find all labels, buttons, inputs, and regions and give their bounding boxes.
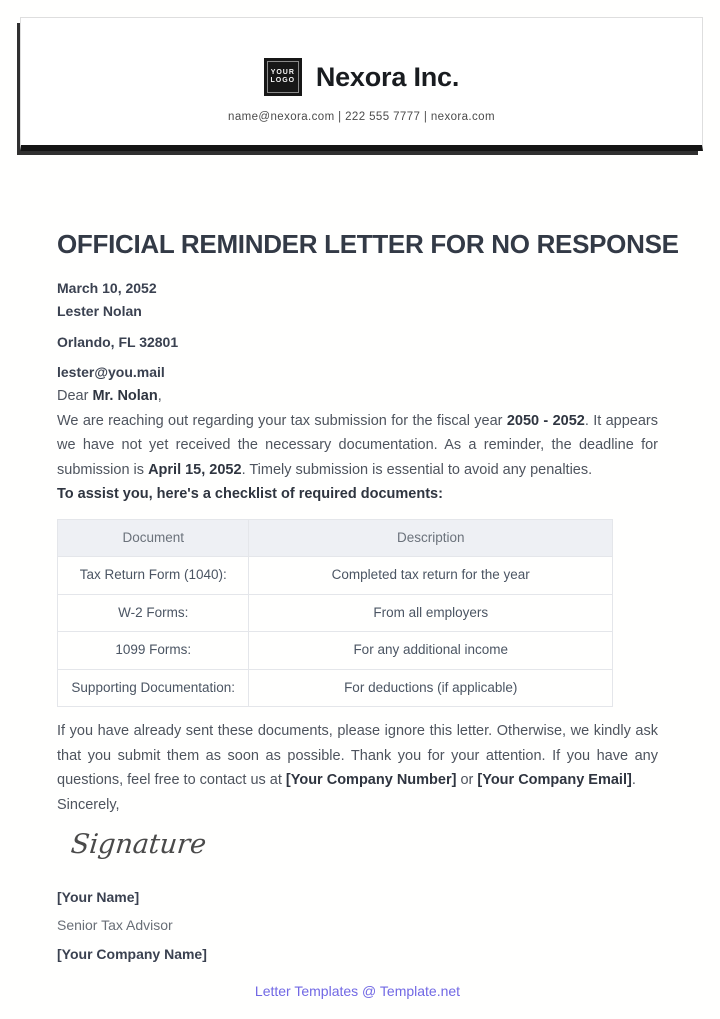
recipient-city: Orlando, FL 32801: [57, 334, 179, 350]
column-header-description: Description: [249, 519, 613, 557]
documents-table: [57, 519, 613, 708]
table-row: [58, 669, 613, 707]
cell-document: 1099 Forms:: [58, 632, 249, 670]
cell-document: W-2 Forms:: [58, 594, 249, 632]
letter-templates-link[interactable]: Letter Templates: [254, 982, 359, 999]
checklist-intro: To assist you, here's a checklist of required documents:: [57, 486, 443, 502]
cell-document: Tax Return Form (1040):: [58, 557, 249, 595]
signature-image: Signature: [69, 829, 208, 860]
salutation: Dear Mr. Nolan,: [57, 388, 162, 404]
letter-date: March 10, 2052: [57, 280, 157, 296]
letter-body: [57, 228, 679, 1003]
attribution-separator: @: [358, 982, 380, 999]
cell-description: For deductions (if applicable): [249, 669, 613, 707]
company-name: Nexora Inc.: [315, 61, 460, 92]
signer-name: [Your Name]: [57, 888, 140, 905]
salutation-name: Mr. Nolan: [92, 388, 158, 404]
paragraph-2: If you have already sent these documents, please ignore this letter. Otherwise, we kindly ask that you submit them as soon as possible. Thank you for your attention. If you have any questions, feel free to contact us at [Your Company Number] or [Your Company Email].: [57, 723, 658, 788]
page-title: OFFICIAL REMINDER LETTER FOR NO RESPONSE: [57, 229, 679, 259]
cell-description: For any additional income: [249, 632, 613, 670]
cell-description: Completed tax return for the year: [249, 557, 613, 595]
recipient-email: lester@you.mail: [57, 364, 165, 380]
signer-company: [Your Company Name]: [57, 945, 207, 962]
table-row: [58, 557, 613, 595]
contact-line: name@nexora.com | 222 555 7777 | nexora.com: [228, 111, 495, 123]
signer-title: Senior Tax Advisor: [57, 916, 173, 933]
company-logo: [264, 58, 302, 96]
recipient-name: Lester Nolan: [57, 303, 142, 319]
logo-text-line2: LOGO: [270, 77, 296, 84]
cell-description: From all employers: [249, 594, 613, 632]
table-header-row: [58, 519, 613, 557]
logo-text-line1: YOUR: [270, 68, 295, 76]
closing: Sincerely,: [57, 796, 120, 813]
letterhead: [20, 17, 703, 151]
paragraph-1: We are reaching out regarding your tax submission for the fiscal year 2050 - 2052. It appears we have not yet received the necessary documentation. As a reminder, the deadline for submission is April 15, 2052. Timely submission is essential to avoid any penalties.: [57, 412, 659, 478]
logo-row: [21, 58, 702, 96]
template-net-link[interactable]: Template.net: [379, 982, 461, 999]
table-row: [58, 632, 613, 670]
cell-document: Supporting Documentation:: [58, 669, 249, 707]
table-row: [58, 594, 613, 632]
column-header-document: Document: [58, 519, 249, 557]
template-attribution: [57, 979, 658, 1004]
